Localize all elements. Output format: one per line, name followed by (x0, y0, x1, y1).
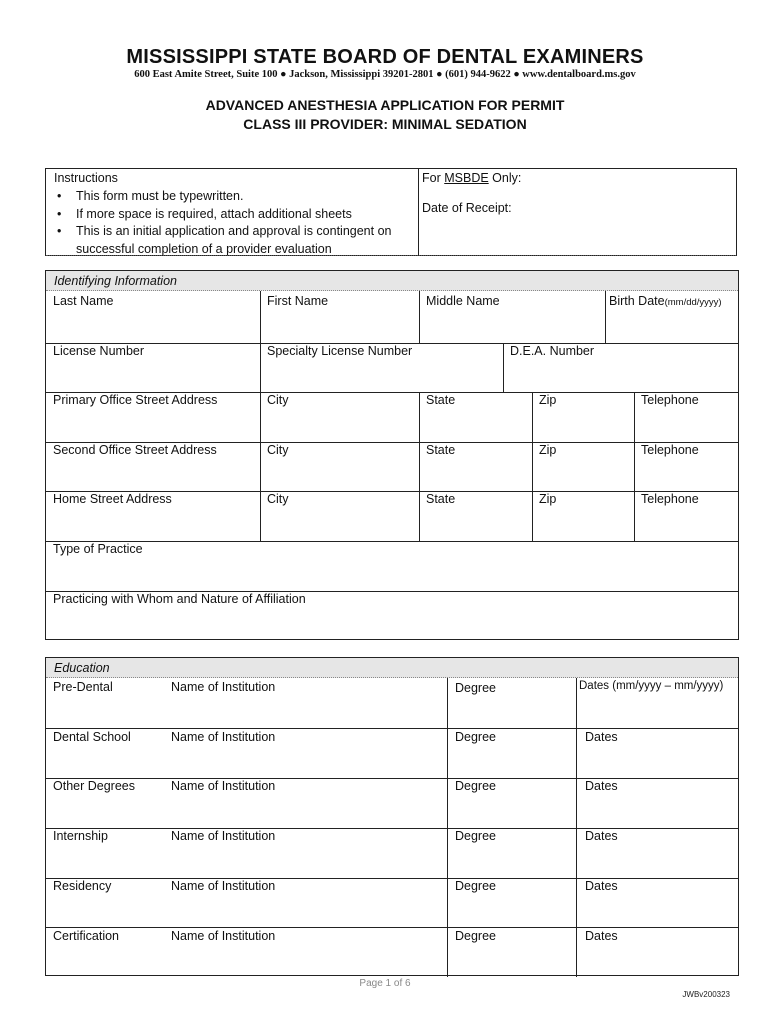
residency-degree-field[interactable]: Degree (455, 879, 496, 893)
dea-number-field[interactable]: D.E.A. Number (510, 344, 595, 358)
other-degrees-institution-field[interactable]: Name of Institution (171, 779, 276, 793)
instructions-list (54, 188, 416, 258)
second-address-field[interactable]: Second Office Street Address (53, 443, 217, 457)
home-address-field[interactable]: Home Street Address (53, 492, 172, 506)
internship-dates-field[interactable]: Dates (585, 829, 618, 843)
instructions-box (45, 168, 737, 256)
identifying-information-section (45, 270, 739, 640)
birth-date-field[interactable]: Birth Date(mm/dd/yyyy) (609, 294, 722, 308)
other-degrees-dates-field[interactable]: Dates (585, 779, 618, 793)
education-heading: Education (54, 661, 110, 675)
internship-label: Internship (53, 829, 108, 843)
residency-institution-field[interactable]: Name of Institution (171, 879, 276, 893)
first-name-field[interactable]: First Name (267, 294, 329, 308)
other-degrees-degree-field[interactable]: Degree (455, 779, 496, 793)
second-city-field[interactable]: City (267, 443, 289, 457)
dental-school-label: Dental School (53, 730, 131, 744)
identifying-heading: Identifying Information (54, 274, 177, 288)
date-of-receipt-field[interactable]: Date of Receipt: (422, 201, 512, 215)
form-title-line2: CLASS III PROVIDER: MINIMAL SEDATION (243, 116, 527, 132)
primary-telephone-field[interactable]: Telephone (641, 393, 699, 407)
dental-school-degree-field[interactable]: Degree (455, 730, 496, 744)
license-number-field[interactable]: License Number (53, 344, 145, 358)
instructions-divider (418, 169, 419, 255)
instructions-heading: Instructions (54, 171, 118, 185)
dental-school-institution-field[interactable]: Name of Institution (171, 730, 276, 744)
certification-label: Certification (53, 929, 119, 943)
form-version-code: JWBv200323 (682, 990, 730, 999)
pre-dental-degree-field[interactable]: Degree (455, 681, 496, 695)
internship-degree-field[interactable]: Degree (455, 829, 496, 843)
home-city-field[interactable]: City (267, 492, 289, 506)
practicing-with-field[interactable]: Practicing with Whom and Nature of Affiliation (53, 592, 306, 606)
primary-city-field[interactable]: City (267, 393, 289, 407)
instruction-item: • This form must be typewritten. (54, 188, 416, 206)
pre-dental-label: Pre-Dental (53, 680, 113, 694)
pre-dental-institution-field[interactable]: Name of Institution (171, 680, 276, 694)
certification-institution-field[interactable]: Name of Institution (171, 929, 276, 943)
home-zip-field[interactable]: Zip (539, 492, 557, 506)
office-use-label: For MSBDE Only: (422, 171, 522, 185)
last-name-field[interactable]: Last Name (53, 294, 114, 308)
board-title: MISSISSIPPI STATE BOARD OF DENTAL EXAMINERS (126, 46, 644, 68)
page-number: Page 1 of 6 (359, 978, 411, 989)
internship-institution-field[interactable]: Name of Institution (171, 829, 276, 843)
msbde-abbrev: MSBDE (444, 171, 489, 185)
residency-dates-field[interactable]: Dates (585, 879, 618, 893)
middle-name-field[interactable]: Middle Name (426, 294, 500, 308)
residency-label: Residency (53, 879, 112, 893)
pre-dental-dates-field[interactable]: Dates (mm/yyyy – mm/yyyy) (579, 680, 724, 692)
board-address: 600 East Amite Street, Suite 100 ● Jackson, Mississippi 39201-2801 ● (601) 944-9622 ● www.dentalboard.ms.gov (134, 69, 636, 80)
instruction-item: • If more space is required, attach additional sheets (54, 206, 416, 224)
instruction-item: • This is an initial application and approval is contingent on successful completion of a provider evaluation (54, 223, 416, 258)
certification-degree-field[interactable]: Degree (455, 929, 496, 943)
home-telephone-field[interactable]: Telephone (641, 492, 699, 506)
primary-zip-field[interactable]: Zip (539, 393, 557, 407)
education-section (45, 657, 739, 976)
primary-address-field[interactable]: Primary Office Street Address (53, 393, 218, 407)
type-of-practice-field[interactable]: Type of Practice (53, 542, 143, 556)
dental-school-dates-field[interactable]: Dates (585, 730, 618, 744)
other-degrees-label: Other Degrees (53, 779, 135, 793)
specialty-license-field[interactable]: Specialty License Number (267, 344, 413, 358)
second-zip-field[interactable]: Zip (539, 443, 557, 457)
second-state-field[interactable]: State (426, 443, 456, 457)
primary-state-field[interactable]: State (426, 393, 456, 407)
second-telephone-field[interactable]: Telephone (641, 443, 699, 457)
certification-dates-field[interactable]: Dates (585, 929, 618, 943)
home-state-field[interactable]: State (426, 492, 456, 506)
form-title-line1: ADVANCED ANESTHESIA APPLICATION FOR PERMIT (205, 97, 565, 113)
